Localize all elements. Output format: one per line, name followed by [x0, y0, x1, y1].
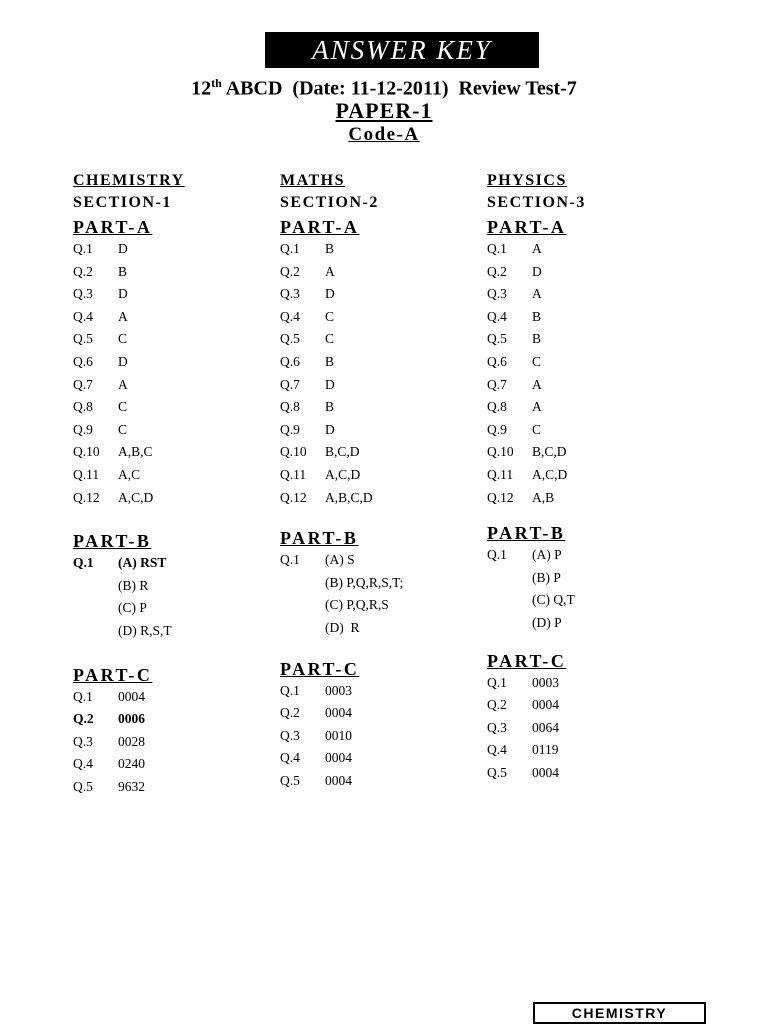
- question-number: Q.12: [73, 489, 100, 505]
- question-number: Q.4: [280, 308, 300, 324]
- answer-row: [487, 238, 687, 261]
- question-number: Q.1: [487, 547, 507, 563]
- answer-value: D: [325, 421, 335, 437]
- answer-row: [280, 487, 480, 510]
- answer-row: [487, 487, 687, 510]
- answer-row: [487, 762, 687, 785]
- answer-value: 0004: [118, 688, 145, 704]
- answer-value: (D) R,S,T: [118, 622, 172, 638]
- part-heading: PART-A: [280, 217, 360, 237]
- answer-row: [487, 351, 687, 374]
- answer-value: A,C,D: [325, 466, 361, 482]
- answer-row: [73, 283, 273, 306]
- question-number: Q.6: [73, 353, 93, 369]
- part-block: [73, 530, 273, 642]
- answer-value: C: [325, 308, 335, 324]
- question-number: Q.11: [73, 466, 100, 482]
- question-number: Q.5: [73, 331, 93, 347]
- answer-row: [280, 702, 480, 725]
- answer-row: [487, 694, 687, 717]
- section-heading: SECTION-3: [487, 194, 586, 211]
- question-number: [280, 572, 325, 595]
- answer-value: A: [118, 308, 128, 324]
- answer-value: D: [118, 241, 128, 256]
- answer-value: 0004: [325, 705, 352, 721]
- section-heading: SECTION-1: [73, 194, 172, 211]
- answer-row: [280, 747, 480, 770]
- answer-value: B,C,D: [325, 444, 360, 460]
- answer-row: [73, 351, 273, 374]
- answer-row: [73, 753, 273, 776]
- answer-value: C: [118, 421, 128, 437]
- question-number: Q.2: [73, 711, 94, 727]
- question-number: Q.10: [487, 444, 514, 460]
- answer-value: C: [532, 353, 542, 369]
- part-heading: PART-C: [73, 664, 153, 685]
- question-number: Q.10: [73, 444, 100, 460]
- answer-value: 0064: [532, 719, 559, 735]
- question-number: Q.2: [280, 263, 300, 279]
- question-number: Q.7: [280, 376, 300, 392]
- answer-value: B: [325, 399, 335, 415]
- answer-row: [487, 374, 687, 397]
- answer-row: [487, 589, 687, 612]
- answer-value: A: [118, 376, 128, 392]
- answer-row: [487, 419, 687, 442]
- subject-heading: CHEMISTRY: [73, 172, 185, 189]
- answer-row: [280, 238, 480, 261]
- part-block: [280, 527, 480, 639]
- question-number: Q.4: [73, 308, 93, 324]
- answer-value: A: [325, 263, 335, 279]
- question-number: Q.5: [280, 772, 300, 788]
- question-number: Q.1: [73, 241, 93, 256]
- question-number: Q.2: [280, 705, 300, 721]
- answer-row: [73, 487, 273, 510]
- question-number: [487, 612, 532, 635]
- part-block: [487, 216, 687, 509]
- question-number: Q.3: [73, 286, 93, 302]
- paper-title: PAPER-1: [335, 98, 433, 123]
- answer-value: A,B,C: [118, 444, 153, 460]
- answer-row: [280, 261, 480, 284]
- answer-row: [487, 441, 687, 464]
- answer-value: B: [325, 353, 335, 369]
- question-number: Q.1: [487, 241, 507, 256]
- answer-row: [73, 597, 273, 620]
- question-number: [73, 620, 118, 643]
- answer-value: (A) P: [532, 547, 562, 563]
- question-number: [487, 589, 532, 612]
- question-number: Q.2: [487, 263, 507, 279]
- answer-value: B: [325, 241, 335, 256]
- answer-value: D: [532, 263, 542, 279]
- question-number: [73, 597, 118, 620]
- question-number: Q.1: [73, 555, 94, 571]
- question-number: [280, 617, 325, 640]
- question-number: Q.3: [487, 286, 507, 302]
- column-physics: [487, 171, 687, 784]
- answer-value: D: [118, 286, 128, 302]
- question-number: Q.11: [487, 466, 514, 482]
- answer-value: D: [325, 376, 335, 392]
- answer-row: [280, 351, 480, 374]
- answer-row: [487, 717, 687, 740]
- answer-row: [280, 374, 480, 397]
- answer-value: C: [325, 331, 335, 347]
- question-number: Q.1: [280, 241, 300, 256]
- subject-heading: PHYSICS: [487, 172, 567, 189]
- question-number: Q.2: [73, 263, 93, 279]
- answer-row: [280, 594, 480, 617]
- question-number: Q.4: [280, 750, 300, 766]
- answer-value: A: [532, 286, 542, 302]
- answer-value: A: [532, 399, 542, 415]
- paper-code: Code-A: [348, 124, 420, 145]
- answer-row: [487, 306, 687, 329]
- answer-value: A: [532, 241, 542, 256]
- question-number: Q.4: [73, 756, 93, 772]
- question-number: Q.2: [487, 697, 507, 713]
- answer-row: [73, 464, 273, 487]
- answer-row: [487, 261, 687, 284]
- question-number: Q.3: [280, 286, 300, 302]
- answer-row: [280, 419, 480, 442]
- answer-row: [280, 441, 480, 464]
- question-number: Q.9: [280, 421, 300, 437]
- answer-value: 0003: [532, 674, 559, 690]
- answer-value: A: [532, 376, 542, 392]
- part-heading: PART-A: [73, 217, 153, 237]
- answer-value: 0240: [118, 756, 145, 772]
- answer-row: [487, 672, 687, 695]
- question-number: Q.6: [487, 353, 507, 369]
- answer-value: 0119: [532, 742, 559, 758]
- answer-row: [487, 739, 687, 762]
- question-number: Q.12: [487, 489, 514, 505]
- answer-row: [487, 396, 687, 419]
- answer-row: [73, 731, 273, 754]
- answer-value: (B) P,Q,R,S,T;: [325, 574, 404, 590]
- answer-row: [73, 261, 273, 284]
- answer-row: [73, 238, 273, 261]
- test-details: ABCD (Date: 11-12-2011) Review Test-7: [221, 77, 577, 100]
- answer-row: [73, 419, 273, 442]
- answer-value: C: [532, 421, 542, 437]
- answer-row: [487, 612, 687, 635]
- subject-heading: MATHS: [280, 172, 345, 189]
- part-heading: PART-B: [73, 531, 152, 552]
- part-heading: PART-A: [487, 217, 567, 237]
- question-number: Q.7: [487, 376, 507, 392]
- question-number: Q.4: [487, 308, 507, 324]
- footer-subject-label: CHEMISTRY: [533, 1002, 706, 1024]
- answer-row: [487, 328, 687, 351]
- answer-value: (C) Q,T: [532, 592, 575, 608]
- answer-value: 0006: [118, 711, 145, 727]
- question-number: Q.5: [73, 778, 93, 794]
- class-number: 12: [191, 77, 212, 100]
- question-number: Q.8: [487, 399, 507, 415]
- question-number: [487, 567, 532, 590]
- answer-row: [487, 464, 687, 487]
- answer-value: (A) RST: [118, 555, 167, 571]
- answer-value: 0004: [532, 764, 559, 780]
- column-maths: [280, 171, 480, 792]
- answer-row: [280, 396, 480, 419]
- answer-value: (C) P,Q,R,S: [325, 597, 389, 613]
- answer-row: [73, 620, 273, 643]
- question-number: Q.10: [280, 444, 307, 460]
- part-block: [73, 664, 273, 799]
- answer-row: [280, 572, 480, 595]
- answer-row: [280, 464, 480, 487]
- answer-value: 0028: [118, 733, 145, 749]
- question-number: [73, 575, 118, 598]
- answer-value: 0004: [325, 772, 352, 788]
- answer-value: D: [118, 353, 128, 369]
- answer-value: 0004: [325, 750, 352, 766]
- question-number: Q.3: [487, 719, 507, 735]
- answer-value: (C) P: [118, 600, 147, 616]
- answer-value: 9632: [118, 778, 145, 794]
- answer-value: (D) R: [325, 619, 360, 635]
- answer-row: [73, 776, 273, 799]
- answer-value: A,B: [532, 489, 555, 505]
- question-number: Q.9: [73, 421, 93, 437]
- answer-value: A,C,D: [532, 466, 568, 482]
- column-chemistry: [73, 171, 273, 798]
- answer-row: [73, 575, 273, 598]
- answer-row: [487, 544, 687, 567]
- answer-row: [280, 680, 480, 703]
- question-number: Q.4: [487, 742, 507, 758]
- question-number: Q.1: [487, 674, 507, 690]
- answer-row: [280, 617, 480, 640]
- question-number: Q.3: [280, 727, 300, 743]
- question-number: [280, 594, 325, 617]
- answer-value: A,B,C,D: [325, 489, 373, 505]
- part-block: [73, 216, 273, 509]
- answer-row: [487, 567, 687, 590]
- part-heading: PART-B: [280, 528, 359, 549]
- class-superscript: th: [211, 76, 222, 90]
- question-number: Q.8: [280, 399, 300, 415]
- question-number: Q.1: [73, 688, 93, 704]
- question-number: Q.5: [487, 331, 507, 347]
- answer-value: B: [532, 308, 542, 324]
- question-number: Q.6: [280, 353, 300, 369]
- part-block: [487, 522, 687, 634]
- answer-row: [73, 396, 273, 419]
- answer-row: [73, 686, 273, 709]
- question-number: Q.1: [280, 682, 300, 698]
- answer-value: (D) P: [532, 614, 562, 630]
- question-number: Q.11: [280, 466, 307, 482]
- answer-row: [73, 441, 273, 464]
- part-heading: PART-B: [487, 523, 566, 544]
- answer-row: [73, 552, 273, 575]
- answer-value: (A) S: [325, 552, 355, 568]
- part-block: [280, 216, 480, 509]
- answer-row: [487, 283, 687, 306]
- part-block: [280, 658, 480, 793]
- question-number: Q.5: [280, 331, 300, 347]
- answer-row: [73, 306, 273, 329]
- answer-value: A,C: [118, 466, 141, 482]
- question-number: Q.9: [487, 421, 507, 437]
- answer-row: [280, 328, 480, 351]
- question-number: Q.8: [73, 399, 93, 415]
- answer-value: B: [532, 331, 542, 347]
- question-number: Q.5: [487, 764, 507, 780]
- part-heading: PART-C: [487, 650, 567, 671]
- answer-value: (B) P: [532, 569, 561, 585]
- question-number: Q.12: [280, 489, 307, 505]
- answer-row: [280, 725, 480, 748]
- part-heading: PART-C: [280, 658, 360, 679]
- answer-value: C: [118, 331, 128, 347]
- question-number: Q.3: [73, 733, 93, 749]
- test-subtitle: [0, 76, 768, 101]
- answer-row: [73, 374, 273, 397]
- answer-row: [280, 283, 480, 306]
- answer-value: D: [325, 286, 335, 302]
- answer-value: (B) R: [118, 577, 149, 593]
- answer-value: B,C,D: [532, 444, 567, 460]
- answer-row: [73, 708, 273, 731]
- answer-value: 0004: [532, 697, 559, 713]
- answer-value: A,C,D: [118, 489, 154, 505]
- answer-row: [280, 306, 480, 329]
- question-number: Q.1: [280, 552, 300, 568]
- answer-row: [280, 549, 480, 572]
- answer-row: [280, 770, 480, 793]
- answer-value: B: [118, 263, 128, 279]
- question-number: Q.7: [73, 376, 93, 392]
- part-block: [487, 650, 687, 785]
- answer-row: [73, 328, 273, 351]
- answer-key-banner: ANSWER KEY: [265, 32, 539, 68]
- section-heading: SECTION-2: [280, 194, 379, 211]
- answer-value: 0003: [325, 682, 352, 698]
- answer-value: 0010: [325, 727, 352, 743]
- answer-value: C: [118, 399, 128, 415]
